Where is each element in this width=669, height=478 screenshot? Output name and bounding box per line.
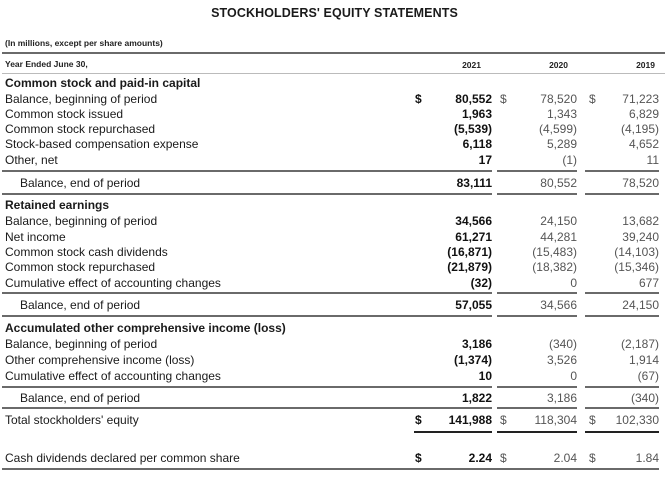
table-row-subtotal [0,390,669,406]
table-row [0,229,669,245]
top-rule [2,52,665,54]
value-2019: 24,150 [622,298,659,312]
subtotal-rule [585,170,659,172]
currency-symbol: $ [500,92,507,106]
value-2019: 39,240 [622,230,659,244]
section-heading-aoci [0,320,669,336]
subtotal-rule [2,292,492,294]
value-2020: 2.04 [553,451,577,465]
row-label: Balance, beginning of period [5,92,158,106]
table-row [0,152,669,168]
table-row-dividends-per-share [0,450,669,466]
value-2020: 118,304 [534,413,577,427]
row-label: Total stockholders' equity [5,413,139,427]
currency-symbol: $ [589,92,596,106]
value-2020: 0 [570,276,577,290]
row-label: Common stock issued [5,107,124,121]
value-2019: 71,223 [622,92,659,106]
table-row-total [0,412,669,428]
row-label: Balance, beginning of period [5,214,158,228]
subtotal-rule [497,386,577,388]
total-rule [414,431,492,433]
subtotal-rule [497,292,577,294]
table-row [0,91,669,107]
section-heading-label: Common stock and paid-in capital [5,76,201,90]
row-label: Common stock cash dividends [5,245,168,259]
value-2020: 1,343 [546,107,577,121]
value-2021: (21,879) [447,260,492,274]
value-2019: 102,330 [615,413,659,427]
section-rule [585,315,659,317]
section-rule [2,407,492,409]
row-label: Cumulative effect of accounting changes [5,369,221,383]
value-2020: 80,552 [540,176,577,190]
table-row [0,213,669,229]
row-label: Other, net [5,153,58,167]
value-2021: 2.24 [468,451,492,465]
row-label: Balance, end of period [20,391,141,405]
subtotal-rule [497,170,577,172]
value-2019: (4,195) [620,122,659,136]
row-label: Net income [5,230,66,244]
table-row [0,275,669,291]
subtotal-rule [2,170,492,172]
value-2019: 13,682 [622,214,659,228]
value-2019: 11 [646,153,659,167]
table-row [0,244,669,260]
value-2021: (16,871) [447,245,492,259]
value-2019: (67) [637,369,659,383]
value-2019: (2,187) [620,337,659,351]
value-2020: 78,520 [540,92,577,106]
value-2019: 4,652 [628,137,659,151]
currency-symbol: $ [589,451,596,465]
value-2019: 1.84 [635,451,659,465]
currency-symbol: $ [500,451,507,465]
table-row [0,136,669,152]
value-2020: 34,566 [540,298,577,312]
header-label: Year Ended June 30, [5,59,88,69]
value-2020: (1) [562,153,577,167]
row-label: Other comprehensive income (loss) [5,353,195,367]
table-row [0,352,669,368]
table-row [0,259,669,275]
value-2019: 78,520 [622,176,659,190]
subtotal-rule [585,386,659,388]
value-2020: 3,526 [546,353,577,367]
units-note: (In millions, except per share amounts) [5,38,163,48]
value-2021: 61,271 [455,230,492,244]
value-2019: 6,829 [628,107,659,121]
bottom-rule [2,468,659,470]
value-2020: 3,186 [546,391,577,405]
value-2019: 1,914 [628,353,659,367]
table-row-subtotal [0,175,669,191]
value-2021: 1,822 [461,391,492,405]
section-heading-retained-earnings [0,197,669,213]
section-rule [585,193,659,195]
row-label: Balance, beginning of period [5,337,158,351]
header-year-2021: 2021 [462,60,481,70]
subtotal-rule [2,386,492,388]
value-2021: 83,111 [456,176,492,190]
value-2020: (15,483) [532,245,577,259]
statement-title: STOCKHOLDERS' EQUITY STATEMENTS [211,6,458,20]
table-row [0,106,669,122]
value-2019: 677 [638,276,659,290]
table-row [0,121,669,137]
row-label: Stock-based compensation expense [5,137,199,151]
value-2020: 0 [570,369,577,383]
section-heading-label: Retained earnings [5,198,110,212]
table-row [0,368,669,384]
subtotal-rule [585,292,659,294]
value-2020: (340) [548,337,577,351]
value-2021: 6,118 [462,137,492,151]
value-2019: (14,103) [614,245,659,259]
value-2020: (18,382) [532,260,577,274]
section-rule [497,407,577,409]
section-rule [2,193,492,195]
section-rule [2,315,492,317]
section-rule [497,315,577,317]
currency-symbol: $ [415,413,422,427]
row-label: Cumulative effect of accounting changes [5,276,221,290]
section-heading-common-stock [0,75,669,91]
value-2021: 34,566 [455,214,492,228]
header-year-2020: 2020 [549,60,568,70]
row-label: Common stock repurchased [5,122,156,136]
row-label: Common stock repurchased [5,260,156,274]
total-rule [585,431,659,433]
value-2021: (5,539) [453,122,492,136]
section-rule [585,407,659,409]
value-2020: (4,599) [538,122,577,136]
row-label: Balance, end of period [20,176,141,190]
header-year-2019: 2019 [636,60,655,70]
header-rule [2,73,665,74]
currency-symbol: $ [415,451,422,465]
value-2019: (15,346) [614,260,659,274]
section-heading-label: Accumulated other comprehensive income (loss) [5,321,286,335]
section-rule [497,193,577,195]
value-2020: 44,281 [540,230,577,244]
value-2020: 24,150 [540,214,577,228]
row-label: Cash dividends declared per common share [5,451,240,465]
value-2019: (340) [630,391,659,405]
value-2021: 17 [478,153,492,167]
total-rule [497,431,577,433]
value-2021: 10 [478,369,492,383]
value-2021: 80,552 [455,92,492,106]
value-2021: 1,963 [461,107,492,121]
table-row [0,336,669,352]
value-2020: 5,289 [546,137,577,151]
currency-symbol: $ [589,413,596,427]
value-2021: 3,186 [461,337,492,351]
value-2021: 141,988 [448,413,492,427]
value-2021: 57,055 [455,298,492,312]
currency-symbol: $ [500,413,507,427]
value-2021: (1,374) [453,353,492,367]
currency-symbol: $ [415,92,422,106]
row-label: Balance, end of period [20,298,141,312]
value-2021: (32) [470,276,492,290]
table-row-subtotal [0,297,669,313]
